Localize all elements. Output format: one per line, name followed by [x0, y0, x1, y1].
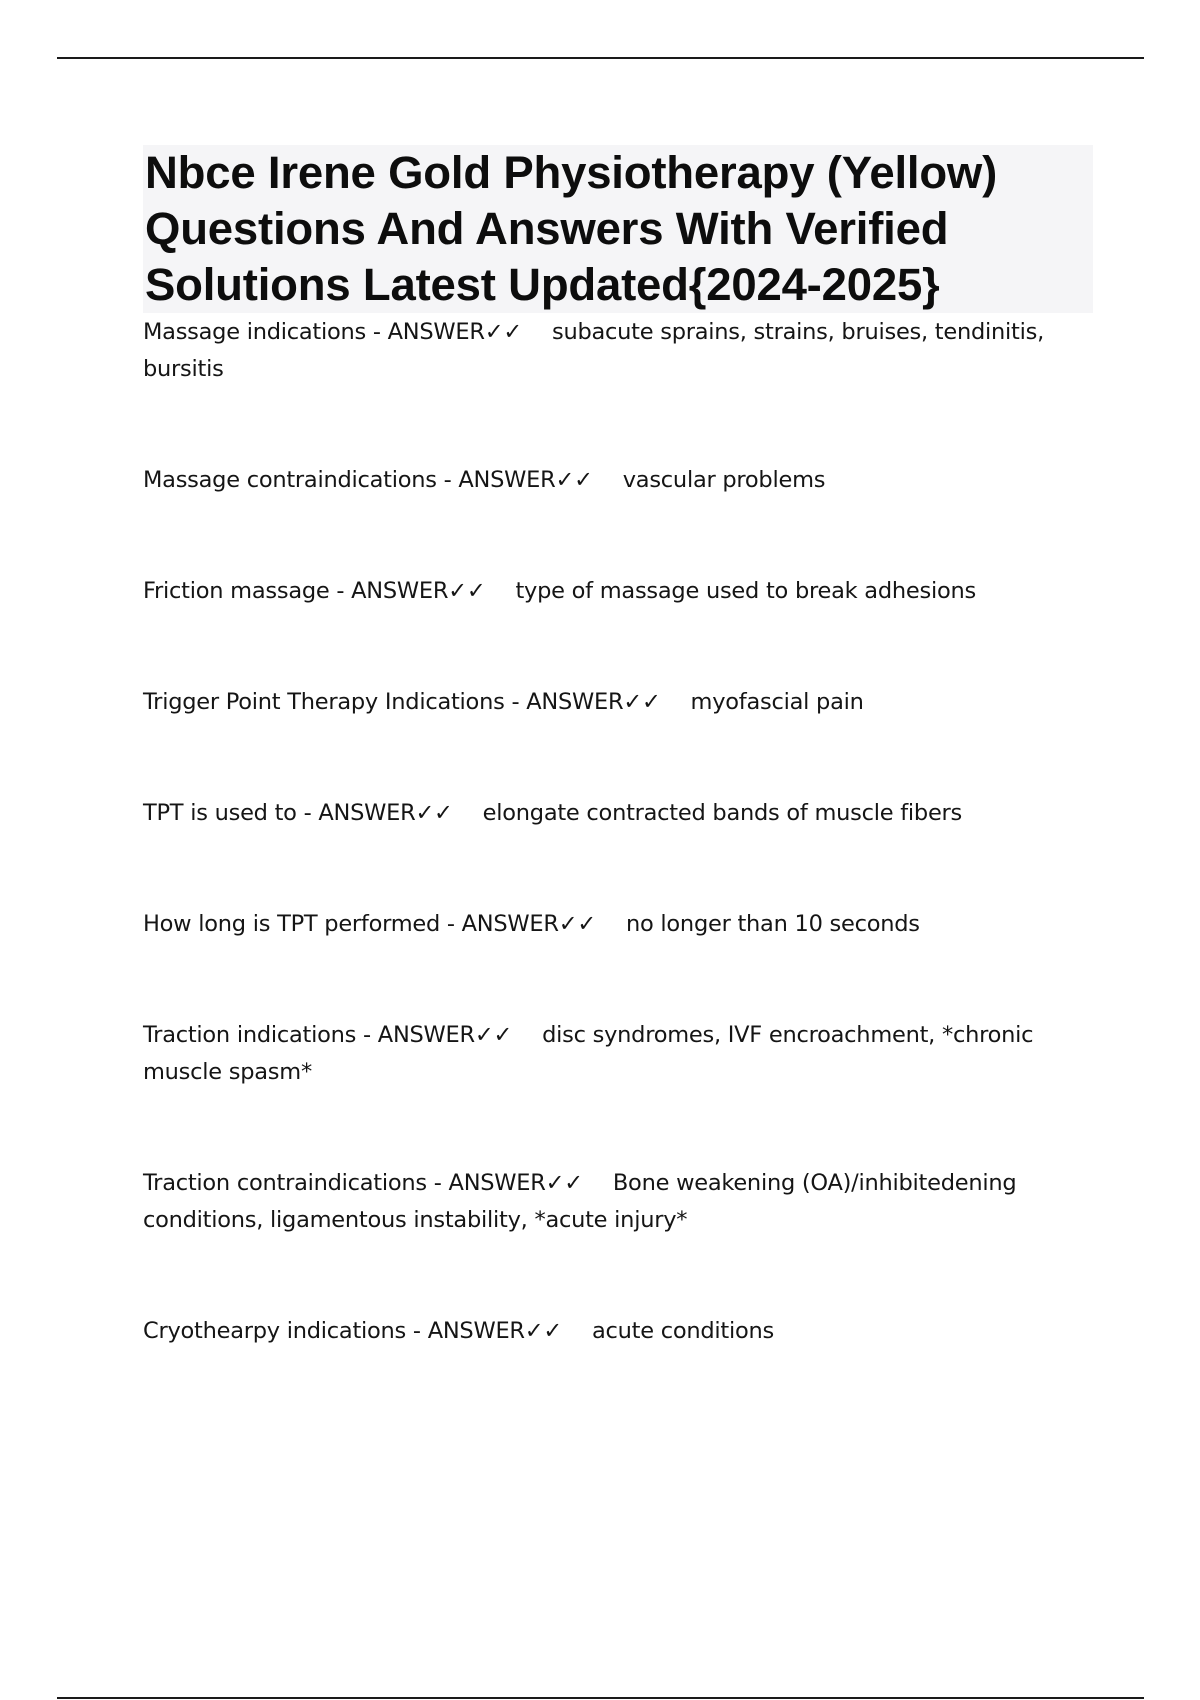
- answer-text: no longer than 10 seconds: [625, 911, 920, 937]
- qa-item-trigger-point-therapy: [143, 684, 1093, 721]
- answer-text: disc syndromes, IVF encroachment, *chronic muscle spasm*: [143, 1022, 1034, 1085]
- document-body: [143, 145, 1093, 1350]
- qa-item-massage-indications: [143, 314, 1093, 388]
- answer-text: myofascial pain: [690, 689, 864, 715]
- answer-text: subacute sprains, strains, bruises, tendinitis, bursitis: [143, 319, 1044, 382]
- answer-text: Bone weakening (OA)/inhibitedening conditions, ligamentous instability, *acute injury*: [143, 1170, 1017, 1233]
- qa-item-massage-contraindications: [143, 462, 1093, 499]
- question-text: TPT is used to - ANSWER✓✓: [143, 800, 453, 826]
- qa-item-traction-contraindications: [143, 1165, 1093, 1239]
- question-text: Cryothearpy indications - ANSWER✓✓: [143, 1318, 563, 1344]
- top-rule: [57, 57, 1144, 59]
- question-text: How long is TPT performed - ANSWER✓✓: [143, 911, 596, 937]
- qa-item-friction-massage: [143, 573, 1093, 610]
- qa-item-cryotherapy-indications: [143, 1313, 1093, 1350]
- question-text: Traction indications - ANSWER✓✓: [143, 1022, 513, 1048]
- question-text: Traction contraindications - ANSWER✓✓: [143, 1170, 583, 1196]
- answer-text: elongate contracted bands of muscle fibers: [482, 800, 963, 826]
- question-text: Trigger Point Therapy Indications - ANSWER✓✓: [143, 689, 661, 715]
- answer-text: type of massage used to break adhesions: [515, 578, 976, 604]
- bottom-rule: [57, 1697, 1144, 1699]
- qa-item-tpt-duration: [143, 906, 1093, 943]
- qa-list: [143, 314, 1093, 1350]
- qa-item-tpt-used-to: [143, 795, 1093, 832]
- qa-item-traction-indications: [143, 1017, 1093, 1091]
- question-text: Massage indications - ANSWER✓✓: [143, 319, 522, 345]
- document-title: Nbce Irene Gold Physiotherapy (Yellow) Questions And Answers With Verified Solutions Latest Updated{2024-2025}: [143, 145, 1093, 313]
- answer-text: acute conditions: [592, 1318, 775, 1344]
- answer-text: vascular problems: [622, 467, 826, 493]
- question-text: Massage contraindications - ANSWER✓✓: [143, 467, 593, 493]
- question-text: Friction massage - ANSWER✓✓: [143, 578, 486, 604]
